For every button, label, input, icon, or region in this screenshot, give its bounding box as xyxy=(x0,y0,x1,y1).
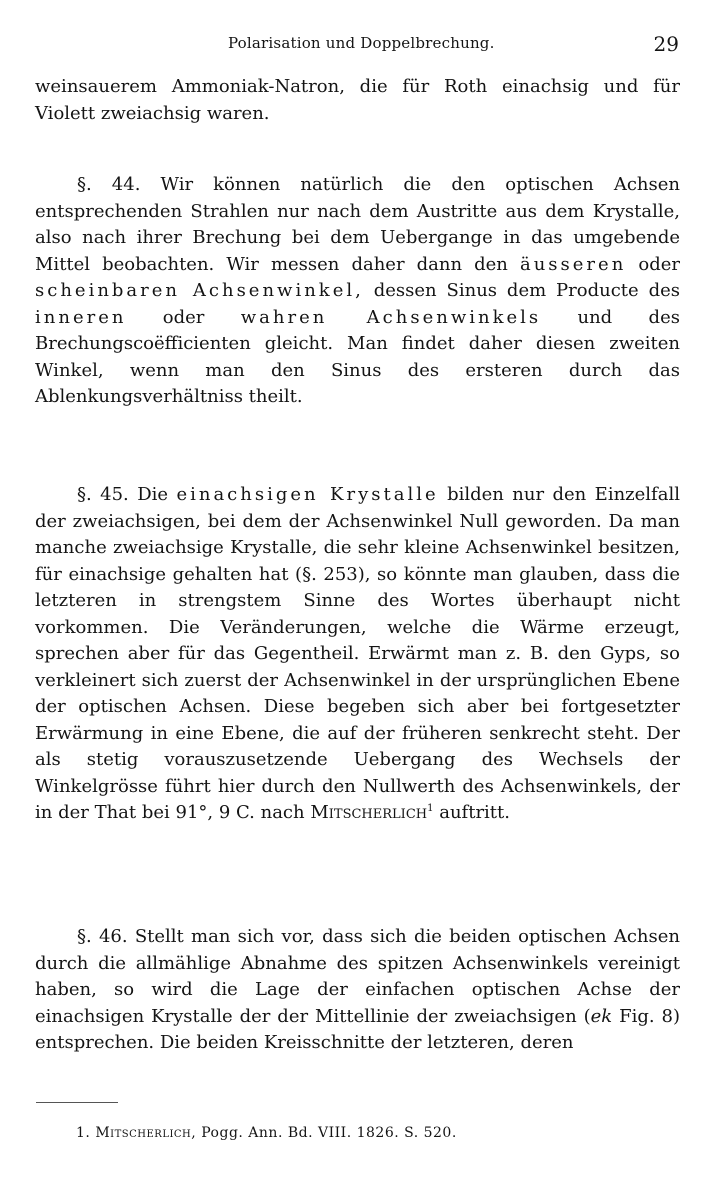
paragraph-text: Die xyxy=(137,484,169,505)
paragraph-section-44 xyxy=(35,172,680,411)
section-number: §. 46. xyxy=(77,926,128,947)
paragraph-text: Wir können natürlich die den optischen Achsen entsprechenden Strahlen nur nach dem Austritte aus dem Krystalle, also nach ihrer Brechung bei dem Uebergange in das umgebende Mittel beobachten. Wir messen daher dann den xyxy=(35,174,680,275)
page-header xyxy=(0,34,709,60)
spaced-term: inneren xyxy=(35,306,127,328)
footnote-divider xyxy=(36,1102,118,1103)
footnote-author: Mitscherlich xyxy=(95,1125,192,1141)
paragraph-text: bilden nur den Einzelfall der zweiachsigen, bei dem der Achsenwinkel Null geworden. Da man manche zweiachsige Krystalle, die sehr kleine Achsenwinkel besitzen, für einachsige gehalten hat (§. 253), so könnte man glauben, dass die letzteren in strengstem Sinne des Wortes überhaupt nicht vorkommen. Die Veränderungen, welche die Wärme erzeugt, sprechen aber für das Gegentheil. Erwärmt man z. B. den Gyps, so verkleinert sich zuerst der Achsenwinkel in der ursprünglichen Ebene der optischen Achsen. Diese begeben sich aber bei fortgesetzter Erwärmung in eine Ebene, die auf der früheren senkrecht steht. Der als stetig vorauszusetzende Uebergang des Wechsels der Winkelgrösse führt hier durch den Nullwerth des Achsenwinkels, der in der That bei 91°, 9 C. nach xyxy=(35,484,680,823)
footnote-number: 1. xyxy=(76,1125,91,1141)
paragraph-text: Stellt man sich vor, dass sich die beiden optischen Achsen durch die allmählige Abnahme des spitzen Achsenwinkels vereinigt haben, so wird die Lage der einfachen optischen Achse der einachsigen Krystalle der der Mittellinie der zweiachsigen ( xyxy=(35,926,680,1027)
page-number: 29 xyxy=(653,32,679,56)
paragraph-continuation xyxy=(35,74,680,127)
paragraph-text: und des Brechungscoëfficienten gleicht. Man findet daher diesen zweiten Winkel, wenn man den Sinus des ersteren durch das Ablenkungsverhältniss theilt. xyxy=(35,306,680,407)
paragraph-text: oder xyxy=(162,306,205,328)
author-name: Mitscherlich xyxy=(310,802,428,823)
figure-reference: ek xyxy=(590,1005,613,1027)
footnote-citation: , Pogg. Ann. Bd. VIII. 1826. S. 520. xyxy=(191,1125,457,1141)
footnote-reference: 1 xyxy=(427,803,434,814)
paragraph-text: dessen Sinus dem Producte des xyxy=(373,280,680,301)
paragraph-text: Fig. 8) entsprechen. Die beiden Kreisschnitte der letzteren, deren xyxy=(35,1005,680,1053)
paragraph-section-46 xyxy=(35,924,680,1057)
spaced-term: einachsigen Krystalle xyxy=(176,484,439,505)
paragraph-section-45 xyxy=(35,482,680,827)
paragraph-text: auftritt. xyxy=(439,802,510,823)
running-title: Polarisation und Doppelbrechung. xyxy=(228,34,495,52)
section-number: §. 44. xyxy=(77,174,141,195)
footnote xyxy=(76,1125,457,1141)
spaced-term: wahren Achsenwinkels xyxy=(240,306,542,328)
spaced-term: äusseren xyxy=(519,253,627,275)
paragraph-text: oder xyxy=(638,253,680,275)
section-number: §. 45. xyxy=(77,484,129,505)
spaced-term: scheinbaren Achsenwinkel, xyxy=(35,280,364,301)
paragraph-text: weinsauerem Ammoniak-Natron, die für Roth einachsig und für Violett zweiachsig waren. xyxy=(35,76,680,124)
